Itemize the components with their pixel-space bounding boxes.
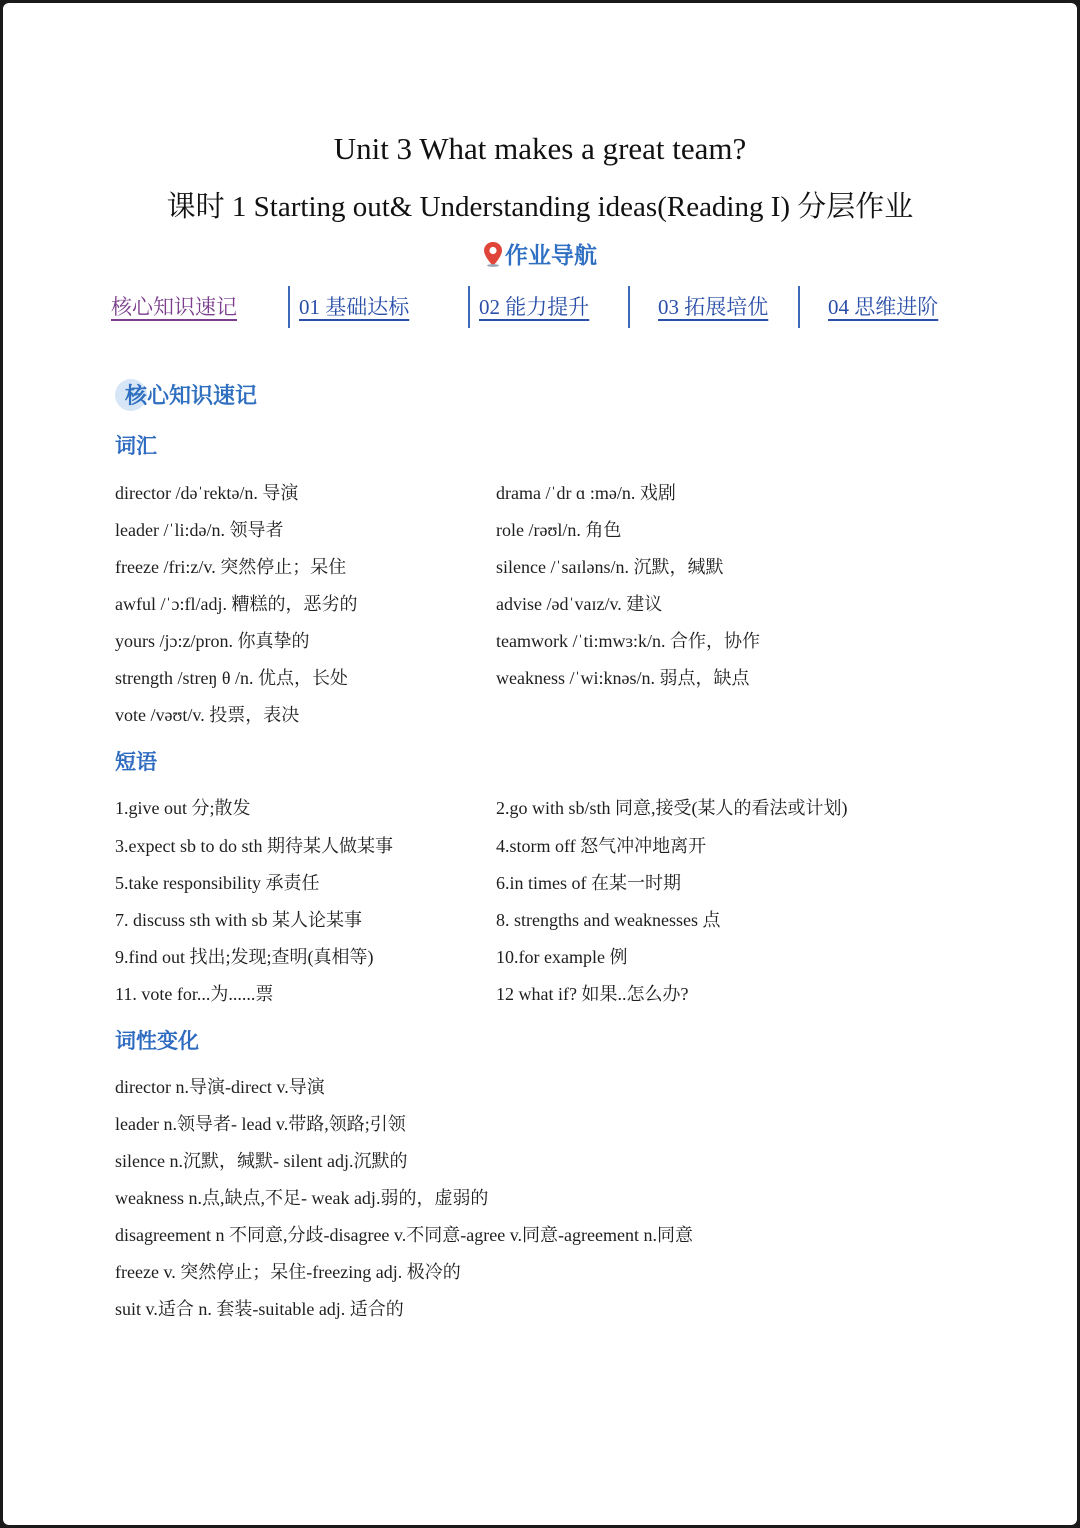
nav-link-basic[interactable]: 01 基础达标	[299, 295, 410, 319]
nav-divider	[468, 286, 470, 328]
phrase-item: 6.in times of 在某一时期	[496, 873, 681, 893]
vocab-item: awful /ˈɔ:fl/adj. 糟糕的，恶劣的	[115, 594, 358, 614]
wordform-item: leader n.领导者- lead v.带路,领路;引领	[115, 1114, 406, 1134]
phrase-item: 12 what if? 如果..怎么办?	[496, 984, 689, 1004]
phrase-item: 2.go with sb/sth 同意,接受(某人的看法或计划)	[496, 798, 848, 818]
wordform-item: suit v.适合 n. 套装-suitable adj. 适合的	[115, 1299, 404, 1319]
phrase-item: 7. discuss sth with sb 某人论某事	[115, 910, 363, 930]
vocab-item: teamwork /ˈti:mwɜ:k/n. 合作，协作	[496, 631, 761, 651]
document-page	[3, 3, 1077, 1525]
vocab-item: freeze /fri:z/v. 突然停止；呆住	[115, 557, 347, 577]
wordform-item: silence n.沉默，缄默- silent adj.沉默的	[115, 1151, 408, 1171]
nav-heading-label: 作业导航	[505, 243, 597, 269]
nav-link-core-knowledge[interactable]: 核心知识速记	[111, 295, 237, 319]
vocab-heading: 词汇	[115, 434, 157, 458]
page-subtitle: 课时 1 Starting out& Understanding ideas(Reading I) 分层作业	[166, 191, 914, 223]
nav-link-extension[interactable]: 03 拓展培优	[658, 295, 769, 319]
nav-divider	[288, 286, 290, 328]
wordform-item: disagreement n 不同意,分歧-disagree v.不同意-agree v.同意-agreement n.同意	[115, 1225, 693, 1245]
vocab-item: vote /vəʊt/v. 投票，表决	[115, 705, 300, 725]
vocab-item: director /dəˈrektə/n. 导演	[115, 483, 299, 503]
phrase-item: 11. vote for...为......票	[115, 984, 274, 1004]
vocab-item: role /rəʊl/n. 角色	[496, 520, 622, 540]
phrase-item: 5.take responsibility 承责任	[115, 873, 320, 893]
nav-divider	[798, 286, 800, 328]
wordform-item: freeze v. 突然停止；呆住-freezing adj. 极冷的	[115, 1262, 461, 1282]
phrase-item: 8. strengths and weaknesses 点	[496, 910, 721, 930]
phrase-item: 10.for example 例	[496, 947, 628, 967]
phrase-item: 1.give out 分;散发	[115, 798, 251, 818]
vocab-item: weakness /ˈwi:knəs/n. 弱点，缺点	[496, 668, 750, 688]
nav-link-ability[interactable]: 02 能力提升	[479, 295, 590, 319]
phrase-item: 3.expect sb to do sth 期待某人做某事	[115, 836, 393, 856]
wordform-item: director n.导演-direct v.导演	[115, 1077, 325, 1097]
wordform-item: weakness n.点,缺点,不足- weak adj.弱的，虚弱的	[115, 1188, 489, 1208]
page-title: Unit 3 What makes a great team?	[333, 131, 747, 166]
phrase-heading: 短语	[115, 750, 157, 774]
phrase-item: 9.find out 找出;发现;查明(真相等)	[115, 947, 374, 967]
nav-heading	[3, 239, 1077, 277]
section-badge-label: 核心知识速记	[125, 384, 258, 409]
homework-nav	[3, 286, 1077, 328]
vocab-item: strength /streŋ θ /n. 优点，长处	[115, 668, 349, 688]
location-pin-icon	[483, 241, 503, 277]
nav-divider	[628, 286, 630, 328]
nav-link-thinking[interactable]: 04 思维进阶	[828, 295, 939, 319]
phrase-item: 4.storm off 怒气冲冲地离开	[496, 836, 707, 856]
vocab-item: advise /ədˈvaɪz/v. 建议	[496, 594, 663, 614]
wordform-heading: 词性变化	[115, 1029, 199, 1053]
vocab-item: silence /ˈsaɪləns/n. 沉默，缄默	[496, 557, 724, 577]
vocab-item: leader /ˈli:də/n. 领导者	[115, 520, 284, 540]
vocab-item: drama /ˈdr ɑ :mə/n. 戏剧	[496, 483, 676, 503]
vocab-item: yours /jɔ:z/pron. 你真挚的	[115, 631, 310, 651]
